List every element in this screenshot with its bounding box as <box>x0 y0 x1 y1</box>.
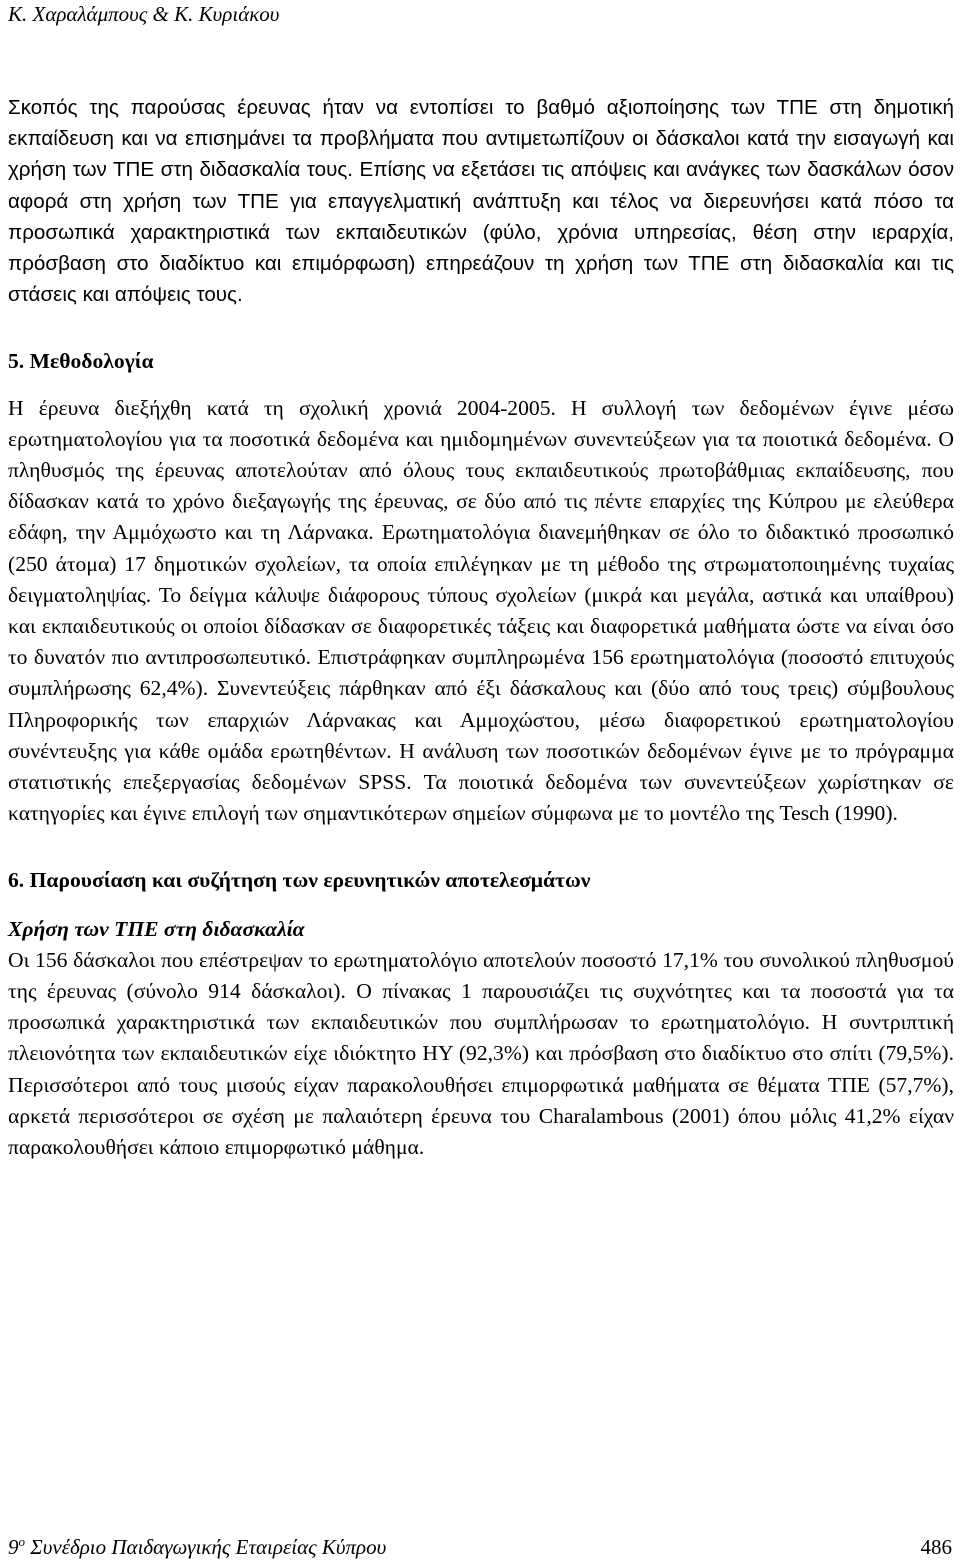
conference-ordinal: ο <box>18 1534 25 1549</box>
body-text <box>8 92 954 1163</box>
running-head: Κ. Χαραλάμπους & Κ. Κυριάκου <box>8 2 280 26</box>
conference-title <box>8 1534 386 1560</box>
conference-number: 9 <box>8 1535 19 1559</box>
section-6-heading: 6. Παρουσίαση και συζήτηση των ερευνητικών αποτελεσμάτων <box>8 868 591 893</box>
section-5-heading: 5. Μεθοδολογία <box>8 349 154 374</box>
page-number: 486 <box>920 1535 952 1559</box>
subsection-heading: Χρήση των ΤΠΕ στη διδασκαλία <box>8 916 305 941</box>
intro-paragraph: Σκοπός της παρούσας έρευνας ήταν να εντοπίσει το βαθμό αξιοποίησης των ΤΠΕ στη δημοτική εκπαίδευση και να επισημάνει τα προβλήματα που αντιμετωπίζουν οι δάσκαλοι κατά την εισαγωγή και χρήση των ΤΠΕ στη διδασκαλία τους. Επίσης να εξετάσει τις απόψεις και ανάγκες των δασκάλων όσον αφορά στη χρήση των ΤΠΕ για επαγγελματική ανάπτυξη και τέλος να διερευνήσει κατά πόσο τα προσωπικά χαρακτηριστικά των εκπαιδευτικών (φύλο, χρόνια υπηρεσίας, θέση στην ιεραρχία, πρόσβαση στο διαδίκτυο και επιμόρφωση) επηρεάζουν τη χρήση των ΤΠΕ στη διδασκαλία και τις στάσεις και απόψεις τους. <box>8 96 954 307</box>
conference-name: Συνέδριο Παιδαγωγικής Εταιρείας Κύπρου <box>30 1535 387 1559</box>
results-paragraph: Οι 156 δάσκαλοι που επέστρεψαν το ερωτηματολόγιο αποτελούν ποσοστό 17,1% του συνολικού πληθυσμού της έρευνας (σύνολο 914 δάσκαλοι). Ο πίνακας 1 παρουσιάζει τις συχνότητες και τα ποσοστά για τα προσωπικά χαρακτηριστικά των εκπαιδευτικών που συμπλήρωσαν το ερωτηματολόγιο. Η συντριπτική πλειονότητα των εκπαιδευτικών είχε ιδιόκτητο ΗΥ (92,3%) και πρόσβαση στο διαδίκτυο στο σπίτι (79,5%). Περισσότεροι από τους μισούς είχαν παρακολουθήσει επιμορφωτικά μαθήματα σε θέματα ΤΠΕ (57,7%), αρκετά περισσότεροι σε σχέση με παλαιότερη έρευνα του Charalambous (2001) όπου μόλις 41,2% είχαν παρακολουθήσει κάποιο επιμορφωτικό μάθημα. <box>8 947 954 1160</box>
methodology-paragraph: Η έρευνα διεξήχθη κατά τη σχολική χρονιά 2004-2005. Η συλλογή των δεδομένων έγινε μέσω ερωτηματολογίου για τα ποσοτικά δεδομένα και ημιδομημένων συνεντεύξεων για τα ποιοτικά δεδομένα. Ο πληθυσμός της έρευνας αποτελούταν από όλους τους εκπαιδευτικούς πρωτοβάθμιας εκπαίδευσης, που δίδασκαν κατά το χρόνο διεξαγωγής της έρευνας, σε δύο από τις πέντε επαρχίες της Κύπρου με ελεύθερα εδάφη, την Αμμόχωστο και τη Λάρνακα. Ερωτηματολόγια διανεμήθηκαν σε όλο το διδακτικό προσωπικό (250 άτομα) 17 δημοτικών σχολείων, τα οποία επιλέγηκαν με τη μέθοδο της στρωματοποιημένης τυχαίας δειγματοληψίας. Το δείγμα κάλυψε διάφορους τύπους σχολείων (μικρά και μεγάλα, αστικά και υπαίθρου) και εκπαιδευτικούς οι οποίοι δίδασκαν σε διαφορετικές τάξεις και διαφορετικά μαθήματα ώστε να είναι όσο το δυνατόν πιο αντιπροσωπευτικό. Επιστράφηκαν συμπληρωμένα 156 ερωτηματολόγια (ποσοστό επιτυχούς συμπλήρωσης 62,4%). Συνεντεύξεις πάρθηκαν από έξι δάσκαλους και (δύο από τους τρεις) σύμβουλους Πληροφορικής των επαρχιών Λάρνακας και Αμμοχώστου, μέσω διαφορετικού ερωτηματολογίου συνέντευξης για κάθε ομάδα ερωτηθέντων. Η ανάλυση των ποσοτικών δεδομένων έγινε με το πρόγραμμα στατιστικής επεξεργασίας δεδομένων SPSS. Τα ποιοτικά δεδομένα των συνεντεύξεων χωρίστηκαν σε κατηγορίες και έγινε επιλογή των σημαντικότερων σημείων σύμφωνα με το μοντέλο της Tesch (1990). <box>8 395 954 826</box>
